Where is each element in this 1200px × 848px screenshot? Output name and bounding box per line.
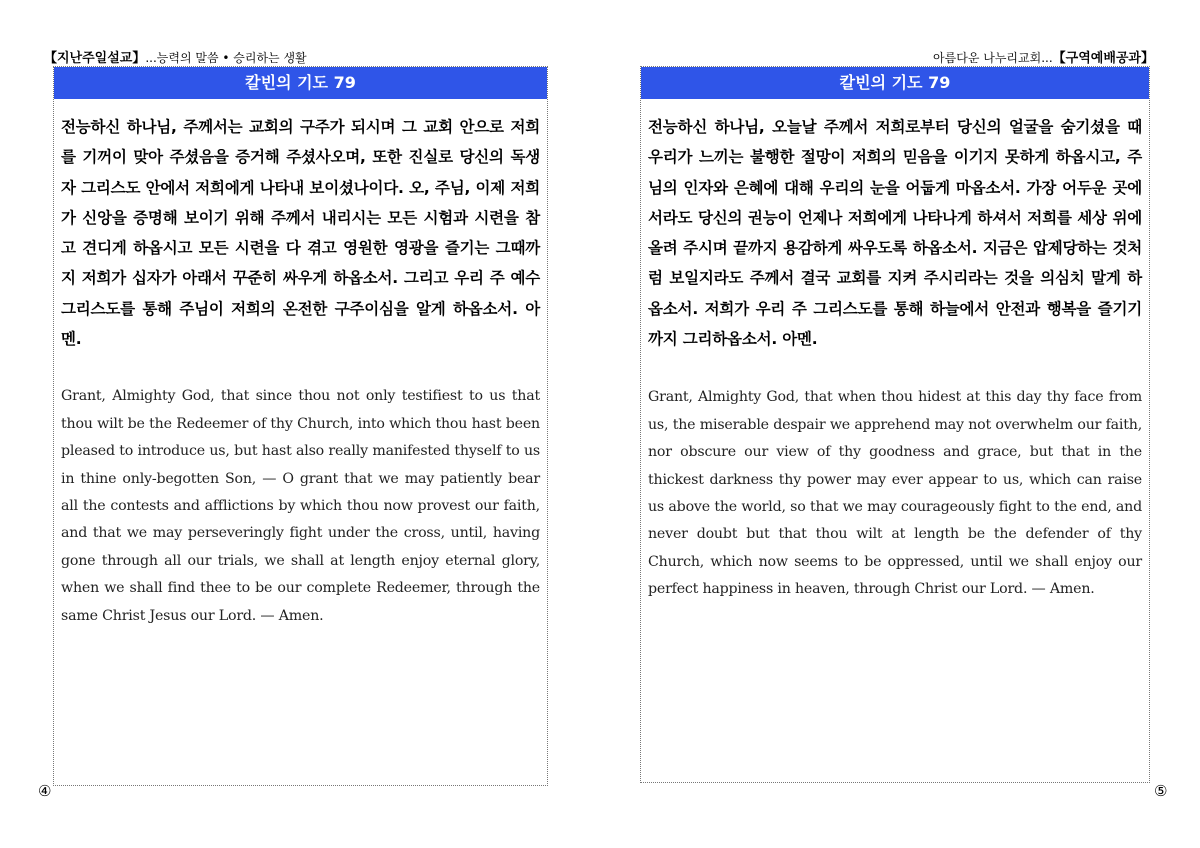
page-right (640, 66, 1150, 783)
page-title-banner: 칼빈의 기도 79 (641, 67, 1149, 99)
page-number-left: ④ (38, 782, 52, 800)
page-left (53, 66, 548, 786)
english-prayer-text: Grant, Almighty God, that since thou not only testifiest to us that thou wilt be the Redeemer of thy Church, into which thou hast been pleased to introduce us, but hast also really manifested thyself to us in thine only-begotten Son, — O grant that we may patiently bear all the contests and afflictions by which thou now provest our faith, and that we may perseveringly fight under the cross, until, having gone through all our trials, we shall at length enjoy eternal glory, when we shall find thee to be our complete Redeemer, through the same Christ Jesus our Lord. — Amen. (61, 388, 540, 624)
header-right-bracket: 【구역예배공과】 (1052, 51, 1154, 66)
header-left-bracket: 【지난주일설교】 (44, 51, 146, 66)
page-title-banner: 칼빈의 기도 79 (54, 67, 547, 99)
korean-prayer-text: 전능하신 하나님, 주께서는 교회의 구주가 되시며 그 교회 안으로 저희를 기꺼이 맞아 주셨음을 증거해 주셨사오며, 또한 진실로 당신의 독생자 그리스도 안에서 저희에게 나타내 보이셨나이다. 오, 주님, 이제 저희가 신앙을 증명해 보이기 위해 주께서 내리시는 모든 시험과 시련을 참고 견디게 하옵시고 모든 시련을 다 겪고 영원한 영광을 즐기는 그때까지 저희가 십자가 아래서 꾸준히 싸우게 하옵소서. 그리고 우리 주 예수 그리스도를 통해 주님이 저희의 온전한 구주이심을 알게 하옵소서. 아멘. (61, 118, 540, 349)
header-right-church: 아름다운 나누리교회... (933, 51, 1053, 65)
english-prayer-text: Grant, Almighty God, that when thou hidest at this day thy face from us, the miserable despair we apprehend may not overwhelm our faith, nor obscure our view of thy goodness and grace, but that in the thickest darkness thy power may ever appear to us, which can raise us above the world, so that we may courageously fight to the end, and never doubt but that thou wilt at length be the defender of thy Church, which now seems to be oppressed, until we shall enjoy our perfect happiness in heaven, through Christ our Lord. — Amen. (648, 389, 1142, 598)
header-left (44, 47, 307, 66)
header-left-subtitle: ...능력의 말씀 • 승리하는 생활 (145, 51, 307, 65)
page-number-right: ⑤ (1154, 782, 1168, 800)
korean-prayer-text: 전능하신 하나님, 오늘날 주께서 저희로부터 당신의 얼굴을 숨기셨을 때 우리가 느끼는 불행한 절망이 저희의 믿음을 이기지 못하게 하옵시고, 주님의 인자와 은혜에 대해 우리의 눈을 어둡게 마옵소서. 가장 어두운 곳에서라도 당신의 권능이 언제나 저희에게 나타나게 하셔서 저희를 세상 위에 올려 주시며 끝까지 용감하게 싸우도록 하옵소서. 지금은 압제당하는 것처럼 보일지라도 주께서 결국 교회를 지켜 주시리라는 것을 의심치 말게 하옵소서. 저희가 우리 주 그리스도를 통해 하늘에서 안전과 행복을 즐기기까지 그리하옵소서. 아멘. (648, 118, 1142, 349)
header-right (933, 47, 1154, 66)
